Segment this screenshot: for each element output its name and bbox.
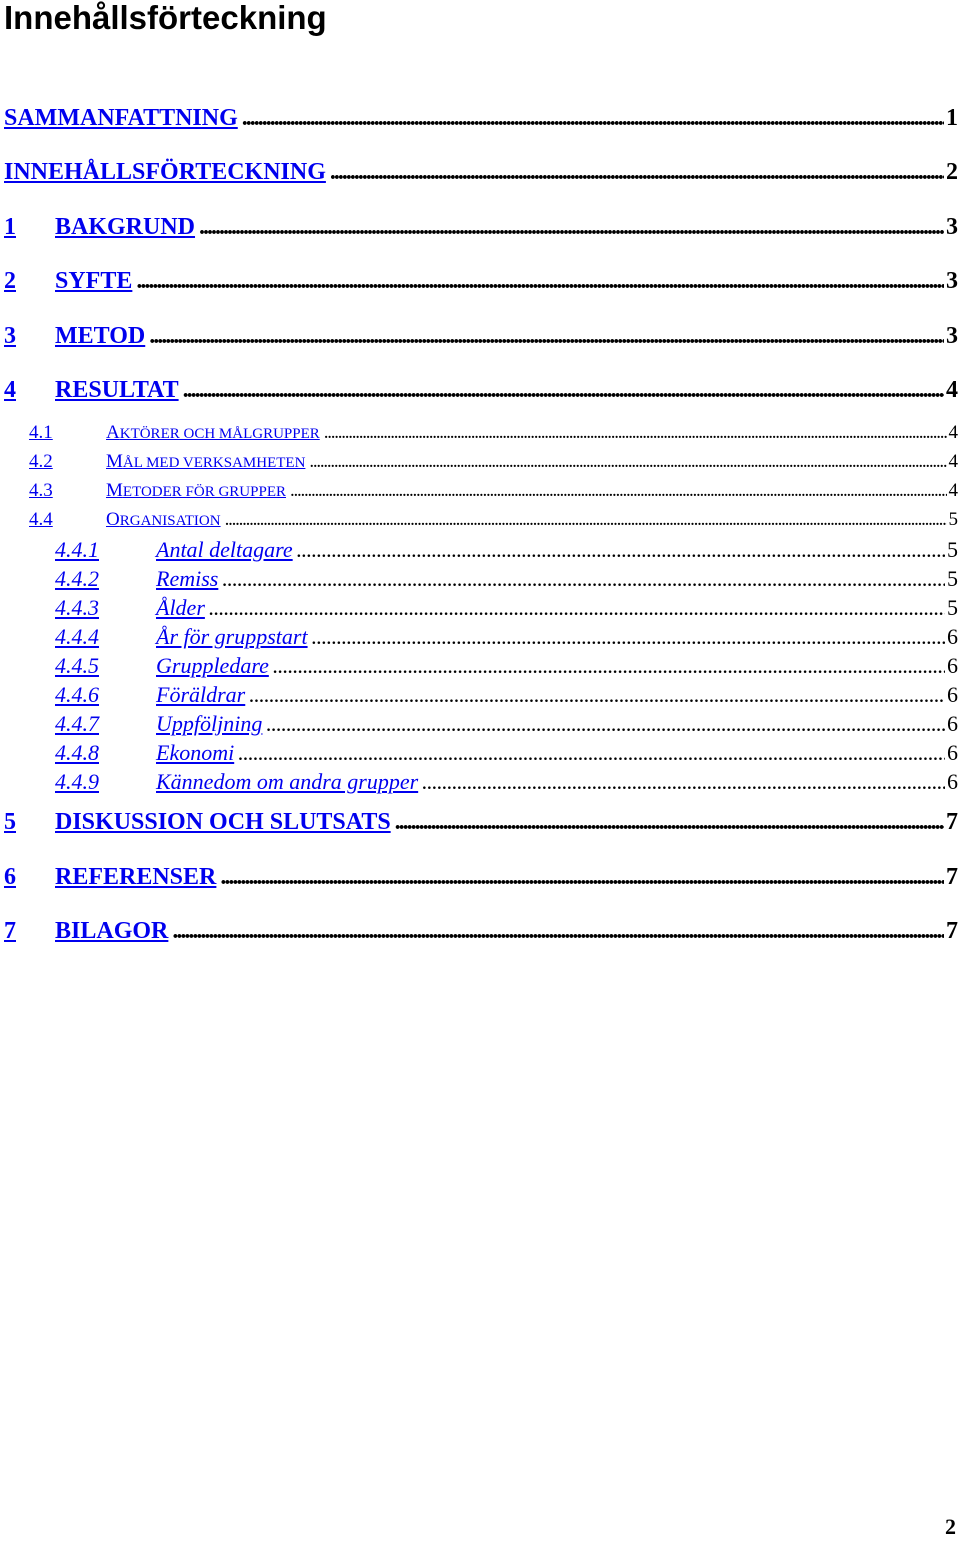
dot-leader xyxy=(209,595,945,621)
toc-entry-bakgrund[interactable] xyxy=(0,214,960,244)
toc-page-number: 6 xyxy=(947,769,958,794)
dot-leader xyxy=(136,268,944,295)
toc-entry-gruppledare[interactable] xyxy=(0,653,960,679)
toc-number[interactable]: 2 xyxy=(4,268,16,294)
toc-title-rest: ETODER FÖR GRUPPER xyxy=(122,484,286,500)
toc-page-number: 7 xyxy=(946,809,958,835)
toc-page-number: 5 xyxy=(947,537,958,562)
toc-number[interactable]: 4.4.4 xyxy=(55,624,99,649)
toc-number[interactable]: 3 xyxy=(4,323,16,349)
toc-entry-metod[interactable] xyxy=(0,323,960,353)
toc-entry-ekonomi[interactable] xyxy=(0,740,960,766)
toc-link-innehallsforteckning[interactable]: INNEHÅLLSFÖRTECKNING xyxy=(4,159,326,185)
toc-entry-referenser[interactable] xyxy=(0,864,960,894)
dot-leader xyxy=(222,566,945,592)
toc-page-number: 4 xyxy=(948,422,958,443)
dot-leader xyxy=(249,682,945,708)
toc-page-number: 5 xyxy=(947,595,958,620)
dot-leader xyxy=(395,809,944,836)
toc-page-number: 7 xyxy=(946,864,958,890)
toc-number[interactable]: 4.3 xyxy=(29,480,53,501)
toc-link-gruppledare[interactable]: Gruppledare xyxy=(156,653,269,678)
dot-leader xyxy=(290,480,947,502)
dot-leader xyxy=(273,653,945,679)
toc-link-syfte[interactable]: SYFTE xyxy=(55,268,133,294)
dot-leader xyxy=(242,105,944,132)
toc-page-number: 1 xyxy=(946,105,958,131)
toc-title-initial: M xyxy=(106,480,123,501)
toc-entry-alder[interactable] xyxy=(0,595,960,621)
toc-entry-kannedom[interactable] xyxy=(0,769,960,795)
toc-entry-metoder[interactable] xyxy=(0,480,960,504)
toc-link-antal-deltagare[interactable]: Antal deltagare xyxy=(156,537,293,562)
toc-number[interactable]: 4.4 xyxy=(29,509,53,530)
toc-link-ar-for-gruppstart[interactable]: År för gruppstart xyxy=(156,624,308,649)
toc-page-number: 6 xyxy=(947,740,958,765)
dot-leader xyxy=(422,769,945,795)
toc-page-number: 6 xyxy=(947,624,958,649)
toc-link-aktorer[interactable] xyxy=(106,422,320,444)
toc-link-kannedom[interactable]: Kännedom om andra grupper xyxy=(156,769,419,794)
toc-link-uppfoljning[interactable]: Uppföljning xyxy=(156,711,263,736)
toc-link-remiss[interactable]: Remiss xyxy=(156,566,219,591)
dot-leader xyxy=(309,451,946,473)
toc-entry-foraldrar[interactable] xyxy=(0,682,960,708)
toc-number[interactable]: 4.1 xyxy=(29,422,53,443)
toc-link-organisation[interactable] xyxy=(106,509,221,531)
toc-number[interactable]: 4 xyxy=(4,377,16,403)
toc-link-metod[interactable]: METOD xyxy=(55,323,146,349)
toc-entry-sammanfattning[interactable] xyxy=(0,105,960,135)
toc-page-number: 5 xyxy=(947,566,958,591)
toc-number[interactable]: 5 xyxy=(4,809,16,835)
toc-title-rest: ÅL MED VERKSAMHETEN xyxy=(122,455,306,471)
toc-entry-diskussion[interactable] xyxy=(0,809,960,839)
dot-leader xyxy=(312,624,945,650)
toc-page-number: 3 xyxy=(946,323,958,349)
toc-entry-aktorer[interactable] xyxy=(0,422,960,446)
toc-title-initial: M xyxy=(106,451,123,472)
toc-number[interactable]: 6 xyxy=(4,864,16,890)
dot-leader xyxy=(330,159,944,186)
toc-number[interactable]: 4.4.8 xyxy=(55,740,99,765)
toc-page-number: 6 xyxy=(947,682,958,707)
dot-leader xyxy=(238,740,945,766)
dot-leader xyxy=(220,864,944,891)
toc-page-number: 4 xyxy=(948,480,958,501)
toc-number[interactable]: 4.4.7 xyxy=(55,711,99,736)
toc-entry-uppfoljning[interactable] xyxy=(0,711,960,737)
toc-page-number: 4 xyxy=(948,451,958,472)
toc-entry-bilagor[interactable] xyxy=(0,918,960,948)
toc-entry-innehallsforteckning[interactable] xyxy=(0,159,960,189)
toc-number[interactable]: 4.4.1 xyxy=(55,537,99,562)
toc-link-bilagor[interactable]: BILAGOR xyxy=(55,918,169,944)
page-title: Innehållsförteckning xyxy=(4,0,327,36)
toc-entry-syfte[interactable] xyxy=(0,268,960,298)
dot-leader xyxy=(266,711,945,737)
toc-number[interactable]: 4.4.3 xyxy=(55,595,99,620)
toc-entry-ar-for-gruppstart[interactable] xyxy=(0,624,960,650)
page-number: 2 xyxy=(945,1514,956,1539)
toc-link-referenser[interactable]: REFERENSER xyxy=(55,864,217,890)
dot-leader xyxy=(297,537,945,563)
toc-number[interactable]: 4.4.2 xyxy=(55,566,99,591)
toc-page-number: 3 xyxy=(946,214,958,240)
toc-number[interactable]: 7 xyxy=(4,918,16,944)
dot-leader xyxy=(324,422,947,444)
dot-leader xyxy=(183,377,944,404)
toc-number[interactable]: 4.4.5 xyxy=(55,653,99,678)
toc-page-number: 2 xyxy=(946,159,958,185)
toc-page-number: 3 xyxy=(946,268,958,294)
toc-page-number: 6 xyxy=(947,653,958,678)
toc-title-rest: KTÖRER OCH MÅLGRUPPER xyxy=(119,426,320,442)
toc-page-number: 5 xyxy=(948,509,958,530)
toc-link-mal[interactable] xyxy=(106,451,305,473)
dot-leader xyxy=(199,214,944,241)
toc-page-number: 4 xyxy=(946,377,958,403)
dot-leader xyxy=(172,918,944,945)
toc-title-initial: O xyxy=(106,509,120,530)
toc-link-sammanfattning[interactable]: SAMMANFATTNING xyxy=(4,105,238,131)
toc-number[interactable]: 4.4.9 xyxy=(55,769,99,794)
toc-link-ekonomi[interactable]: Ekonomi xyxy=(156,740,235,765)
toc-link-alder[interactable]: Ålder xyxy=(156,595,205,620)
toc-number[interactable]: 4.2 xyxy=(29,451,53,472)
toc-entry-organisation[interactable] xyxy=(0,509,960,533)
toc-number[interactable]: 1 xyxy=(4,214,16,240)
toc-link-foraldrar[interactable]: Föräldrar xyxy=(156,682,246,707)
toc-link-diskussion[interactable]: DISKUSSION OCH SLUTSATS xyxy=(55,809,391,835)
toc-entry-remiss[interactable] xyxy=(0,566,960,592)
toc-page-number: 7 xyxy=(946,918,958,944)
toc-title-rest: RGANISATION xyxy=(119,513,221,529)
toc-link-resultat[interactable]: RESULTAT xyxy=(55,377,179,403)
toc-entry-antal-deltagare[interactable] xyxy=(0,537,960,563)
toc-entry-resultat[interactable] xyxy=(0,377,960,407)
toc-link-metoder[interactable] xyxy=(106,480,286,502)
toc-number[interactable]: 4.4.6 xyxy=(55,682,99,707)
toc-title-initial: A xyxy=(106,422,120,443)
dot-leader xyxy=(225,509,947,531)
dot-leader xyxy=(149,323,944,350)
toc-page-number: 6 xyxy=(947,711,958,736)
toc-link-bakgrund[interactable]: BAKGRUND xyxy=(55,214,196,240)
toc-entry-mal[interactable] xyxy=(0,451,960,475)
